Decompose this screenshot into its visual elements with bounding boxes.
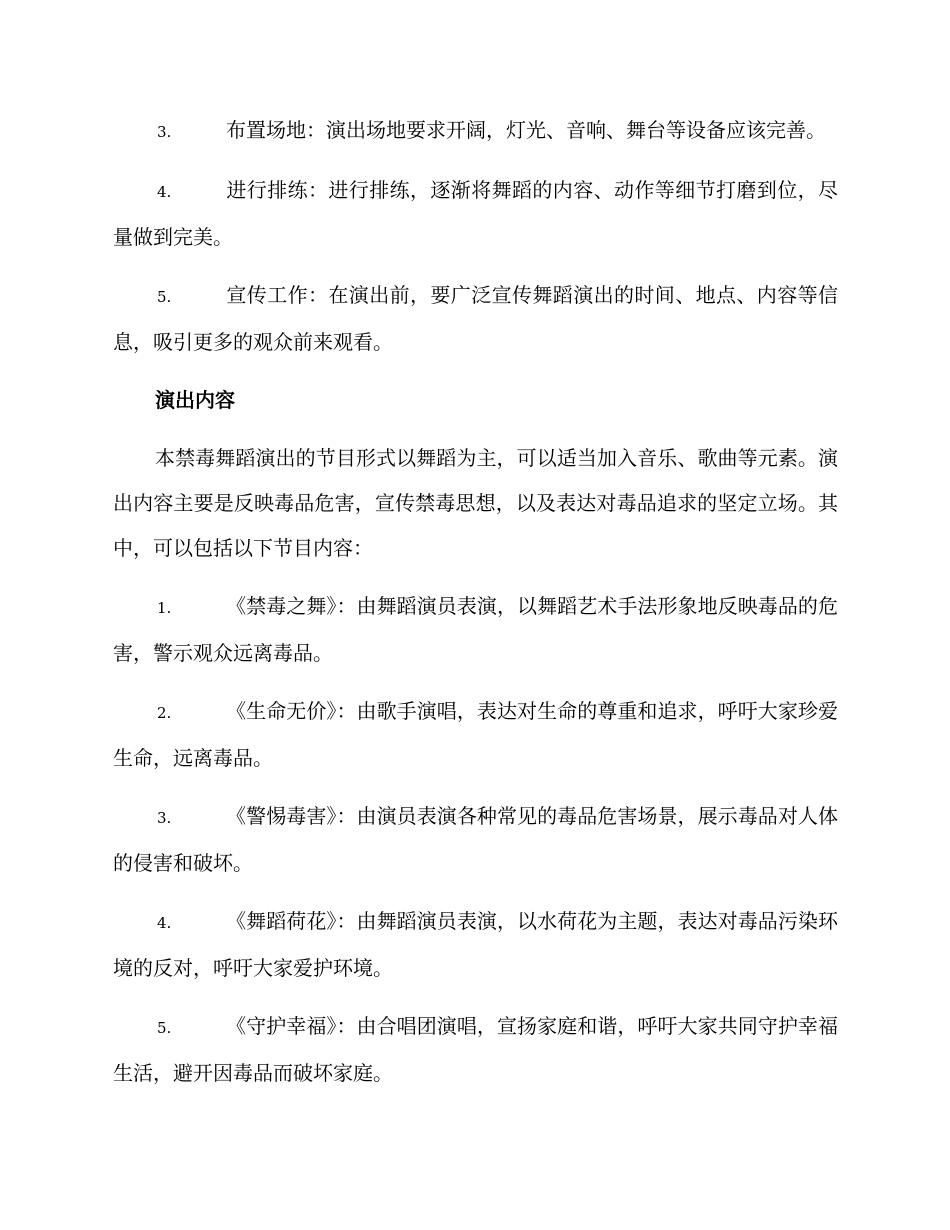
- intro-paragraph: 本禁毒舞蹈演出的节目形式以舞蹈为主，可以适当加入音乐、歌曲等元素。演出内容主要是反映毒品危害，宣传禁毒思想，以及表达对毒品追求的坚定立场。其中，可以包括以下节目内容：: [113, 446, 838, 560]
- program-item-5: [113, 1004, 838, 1096]
- prep-item-5: [113, 273, 838, 365]
- section-heading: 演出内容: [155, 388, 235, 412]
- list-item-text: 《禁毒之舞》：由舞蹈演员表演，以舞蹈艺术手法形象地反映毒品的危害，警示观众远离毒品。: [113, 594, 838, 665]
- document-page: [113, 108, 838, 1109]
- list-number: 5.: [157, 1019, 172, 1037]
- list-item-text: 《生命无价》：由歌手演唱，表达对生命的尊重和追求，呼吁大家珍爱生命，远离毒品。: [113, 699, 838, 770]
- list-item-text: 《警惕毒害》：由演员表演各种常见的毒品危害场景，展示毒品对人体的侵害和破坏。: [113, 804, 838, 875]
- list-item-text: 《舞蹈荷花》：由舞蹈演员表演，以水荷花为主题，表达对毒品污染环境的反对，呼吁大家爱护环境。: [113, 909, 838, 980]
- list-number: 3.: [157, 809, 172, 827]
- list-number: 2.: [157, 704, 172, 722]
- list-item-text: 布置场地：演出场地要求开阔，灯光、音响、舞台等设备应该完善。: [226, 118, 826, 142]
- list-number: 3.: [157, 123, 172, 141]
- prep-item-3: [113, 108, 838, 155]
- list-item-text: 宣传工作：在演出前，要广泛宣传舞蹈演出的时间、地点、内容等信息，吸引更多的观众前来观看。: [113, 283, 838, 354]
- program-item-1: [113, 584, 838, 676]
- list-number: 4.: [157, 914, 172, 932]
- program-item-2: [113, 689, 838, 781]
- list-number: 5.: [157, 288, 172, 306]
- program-item-3: [113, 794, 838, 886]
- list-item-text: 进行排练：进行排练，逐渐将舞蹈的内容、动作等细节打磨到位，尽量做到完美。: [113, 178, 838, 249]
- prep-item-4: [113, 168, 838, 260]
- list-number: 4.: [157, 183, 172, 201]
- program-item-4: [113, 899, 838, 991]
- list-item-text: 《守护幸福》：由合唱团演唱，宣扬家庭和谐，呼吁大家共同守护幸福生活，避开因毒品而破坏家庭。: [113, 1014, 838, 1085]
- list-number: 1.: [157, 599, 172, 617]
